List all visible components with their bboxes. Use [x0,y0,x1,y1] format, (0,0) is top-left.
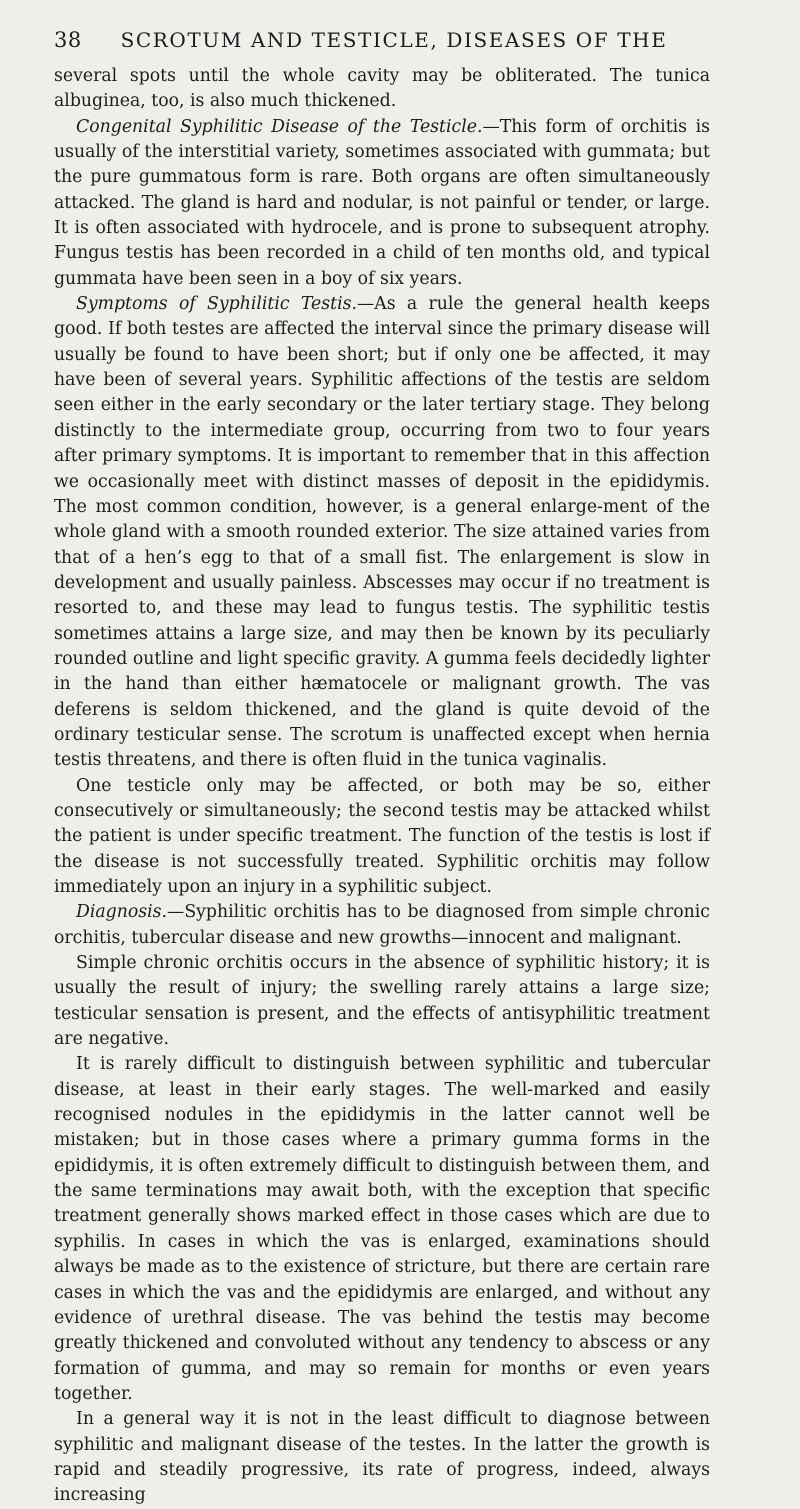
paragraph-symptoms [54,292,710,774]
section-heading-diagnosis: Diagnosis. [76,902,168,923]
paragraph-text: One testicle only may be affected, or both may be so, either consecutively or simultaneously; the second testis may be attacked whilst the patient is under specific treatment. The function of the testis is lost if the disease is not successfully treated. Syphilitic orchitis may follow immediately upon an injury in a syphilitic subject. [54,775,710,897]
section-heading-congenital: Congenital Syphilitic Disease of the Testicle. [76,116,483,137]
paragraph-simple-chronic [54,951,710,1052]
paragraph-text: In a general way it is not in the least difficult to diagnose between syphilitic and malignant disease of the testes. In the latter the growth is rapid and steadily progressive, its rate of progress, indeed, always increasing [54,1409,710,1506]
running-title: SCROTUM AND TESTICLE, DISEASES OF THE [120,28,668,52]
section-heading-symptoms: Symptoms of Syphilitic Testis. [76,294,357,315]
paragraph-one-testicle [54,774,710,901]
paragraph-continued [54,64,710,115]
paragraph-text: —Syphilitic orchitis has to be diagnosed from simple chronic orchitis, tubercular disease and new growths—innocent and malignant. [54,902,710,948]
paragraph-text: —As a rule the general health keeps good. If both testes are affected the interval since the primary disease will usually be found to have been short; but if only one be affected, it may have been of several years. Syphilitic affections of the testis are seldom seen either in the early secondary or the later tertiary stage. They belong distinctly to the intermediate group, occurring from two to four years after primary symptoms. It is important to remember that in this affection we occasionally meet with distinct masses of deposit in the epididymis. The most common condition, however, is a general enlarge-ment of the whole gland with a smooth rounded exterior. The size attained varies from that of a hen’s egg to that of a small fist. The enlargement is slow in development and usually painless. Abscesses may occur if no treatment is resorted to, and these may lead to fungus testis. The syphilitic testis sometimes attains a large size, and may then be known by its peculiarly rounded outline and light specific gravity. A gumma feels decidedly lighter in the hand than either hæmatocele or malignant growth. The vas deferens is seldom thickened, and the gland is quite devoid of the ordinary testicular sense. The scrotum is unaffected except when hernia testis threatens, and there is often fluid in the tunica vaginalis. [54,294,710,771]
paragraph-text: It is rarely difficult to distinguish between syphilitic and tubercular disease, at least in their early stages. The well-marked and easily recognised nodules in the epididymis in the latter cannot well be mistaken; but in those cases where a primary gumma forms in the epididymis, it is often extremely difficult to distinguish between them, and the same terminations may await both, with the exception that specific treatment generally shows marked effect in those cases which are due to syphilis. In cases in which the vas is enlarged, examinations should always be made as to the existence of stricture, but there are certain rare cases in which the vas and the epididymis are enlarged, and without any evidence of urethral disease. The vas behind the testis may become greatly thickened and convoluted without any tendency to abscess or any formation of gumma, and may so remain for months or even years together. [54,1054,710,1404]
paragraph-text: Simple chronic orchitis occurs in the absence of syphilitic history; it is usually the result of injury; the swelling rarely attains a large size; testicular sensation is present, and the effects of antisyphilitic treatment are negative. [54,953,710,1050]
paragraph-text: several spots until the whole cavity may be obliterated. The tunica albuginea, too, is also much thickened. [54,66,710,112]
running-head [54,26,710,62]
paragraph-malignant [54,1407,710,1508]
paragraph-tubercular [54,1052,710,1407]
paragraph-text: —This form of orchitis is usually of the interstitial variety, sometimes associated with gummata; but the pure gummatous form is rare. Both organs are often simultaneously attacked. The gland is hard and nodular, is not painful or tender, or large. It is often associated with hydrocele, and is prone to subsequent atrophy. Fungus testis has been recorded in a child of ten months old, and typical gummata have been seen in a boy of six years. [54,116,711,289]
paragraph-diagnosis [54,900,710,951]
page-number: 38 [54,28,82,52]
paragraph-congenital-syphilitic [54,115,710,292]
body-text [54,64,710,1509]
